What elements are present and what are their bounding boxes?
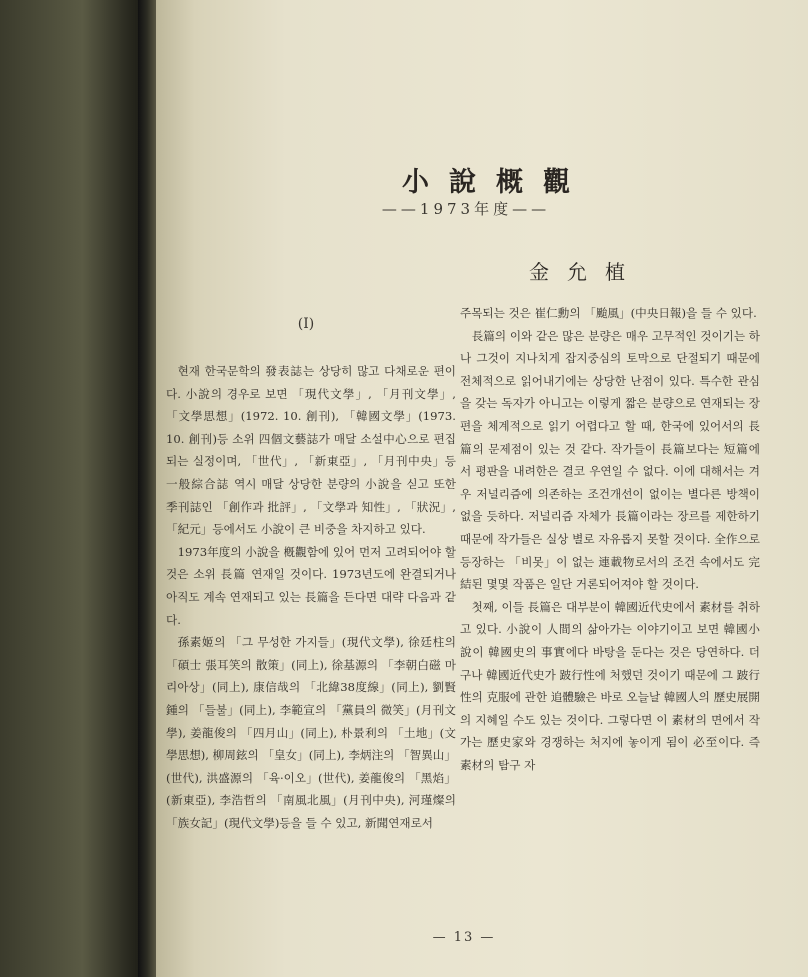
article-title: 小說概觀: [402, 167, 590, 198]
paragraph: 현재 한국문학의 發表誌는 상당히 많고 다채로운 편이다. 小說의 경우로 보면 「現代文學」, 「月刊文學」, 「文學思想」(1972. 10. 創刊), 「韓國文學」(1973. 10. 創刊)등 소위 四個文藝誌가 매달 소설中心으로 편집되는 실정이며, 「世代」, 「新東亞」, 「月刊中央」등 一般綜合誌 역시 매달 상당한 분량의 小說을 싣고 또한 季刊誌인 「創作과 批評」, 「文學과 知性」, 「狀況」, 「紀元」등에서도 小說이 큰 비중을 차지하고 있다.: [166, 364, 456, 537]
paragraph: 長篇의 이와 같은 많은 분량은 매우 고무적인 것이기는 하나 그것이 지나치게 잡지중심의 토막으로 단절되기 때문에 전체적으로 읽어내기에는 상당한 난점이 있다. 특수한 관심을 갖는 독자가 아니고는 이렇게 짧은 분량으로 연재되는 장편을 체계적으로 읽기 어렵다고 할 때, 한국에 있어서의 長篇의 문제점이 있는 것 같다. 작가들이 長篇보다는 短篇에서 평판을 내려한은 결코 우연일 수 없다. 이에 대해서는 겨우 저널리즘에 의존하는 조건개선이 없이는 별다른 방책이 없을 듯하다. 저널리즘 자체가 長篇이라는 장르를 제한하기 때문에 작가들은 실상 별로 자유롭지 못할 것이다. 全作으로 등장하는 「비못」이 없는 連載物로서의 조건 속에서도 完結된 몇몇 작품은 일단 거론되어져야 할 것이다.: [460, 328, 760, 592]
page-number: — 13 —: [432, 930, 496, 945]
paragraph: 주목되는 것은 崔仁勳의 「颱風」(中央日報)을 들 수 있다.: [460, 306, 757, 320]
author-name: 金允植: [529, 260, 643, 284]
paragraph: 1973年度의 小說을 槪觀함에 있어 먼저 고려되어야 할 것은 소위 長篇 연재일 것이다. 1973년도에 완결되거나 아직도 계속 연재되고 있는 長篇을 든다면 대략 다음과 같다.: [166, 544, 456, 627]
paragraph: 첫째, 이들 長篇은 대부분이 韓國近代史에서 素材를 취하고 있다. 小說이 人間의 삶아가는 이야기이고 보면 韓國小說이 韓國史의 事實에다 바탕을 둔다는 것은 당연하다. 더구나 韓國近代史가 跛行性에 처했던 것이기 때문에 그 跛行性의 克服에 관한 追體驗은 바로 오늘날 韓國人의 歷史展開의 지혜일 수도 있는 것이다. 그렇다면 이 素材의 면에서 작가는 歷史家와 경쟁하는 처지에 놓이게 됨이 必至이다. 즉 素材의 탐구 자: [460, 599, 760, 772]
section-number: (Ⅰ): [297, 316, 315, 332]
right-column: [460, 302, 760, 776]
left-column: [166, 360, 456, 834]
previous-page-edge: [0, 0, 150, 977]
book-page: [156, 0, 808, 977]
paragraph: 孫素姬의 「그 무성한 가지들」(現代文學), 徐廷柱의 「碩士 張耳笑의 散策」(同上), 徐基源의 「李朝白磁 마리아상」(同上), 康信哉의 「北緯38度線」(同上), 劉賢鍾의 「들불」(同上), 李範宣의 「黨員의 微笑」(月刊文學), 姜龍俊의 「四月山」(同上), 朴景利의 「土地」(文學思想), 柳周鉉의 「皇女」(同上), 李炳注의 「智異山」(世代), 洪盛源의 「육·이오」(世代), 姜龍俊의 「黑焰」(新東亞), 李浩哲의 「南風北風」(月刊中央), 河瑾燦의 「族女記」(現代文學)등을 들 수 있고, 新聞연재로서: [166, 635, 456, 830]
article-subtitle: ——1973年度——: [381, 200, 551, 218]
